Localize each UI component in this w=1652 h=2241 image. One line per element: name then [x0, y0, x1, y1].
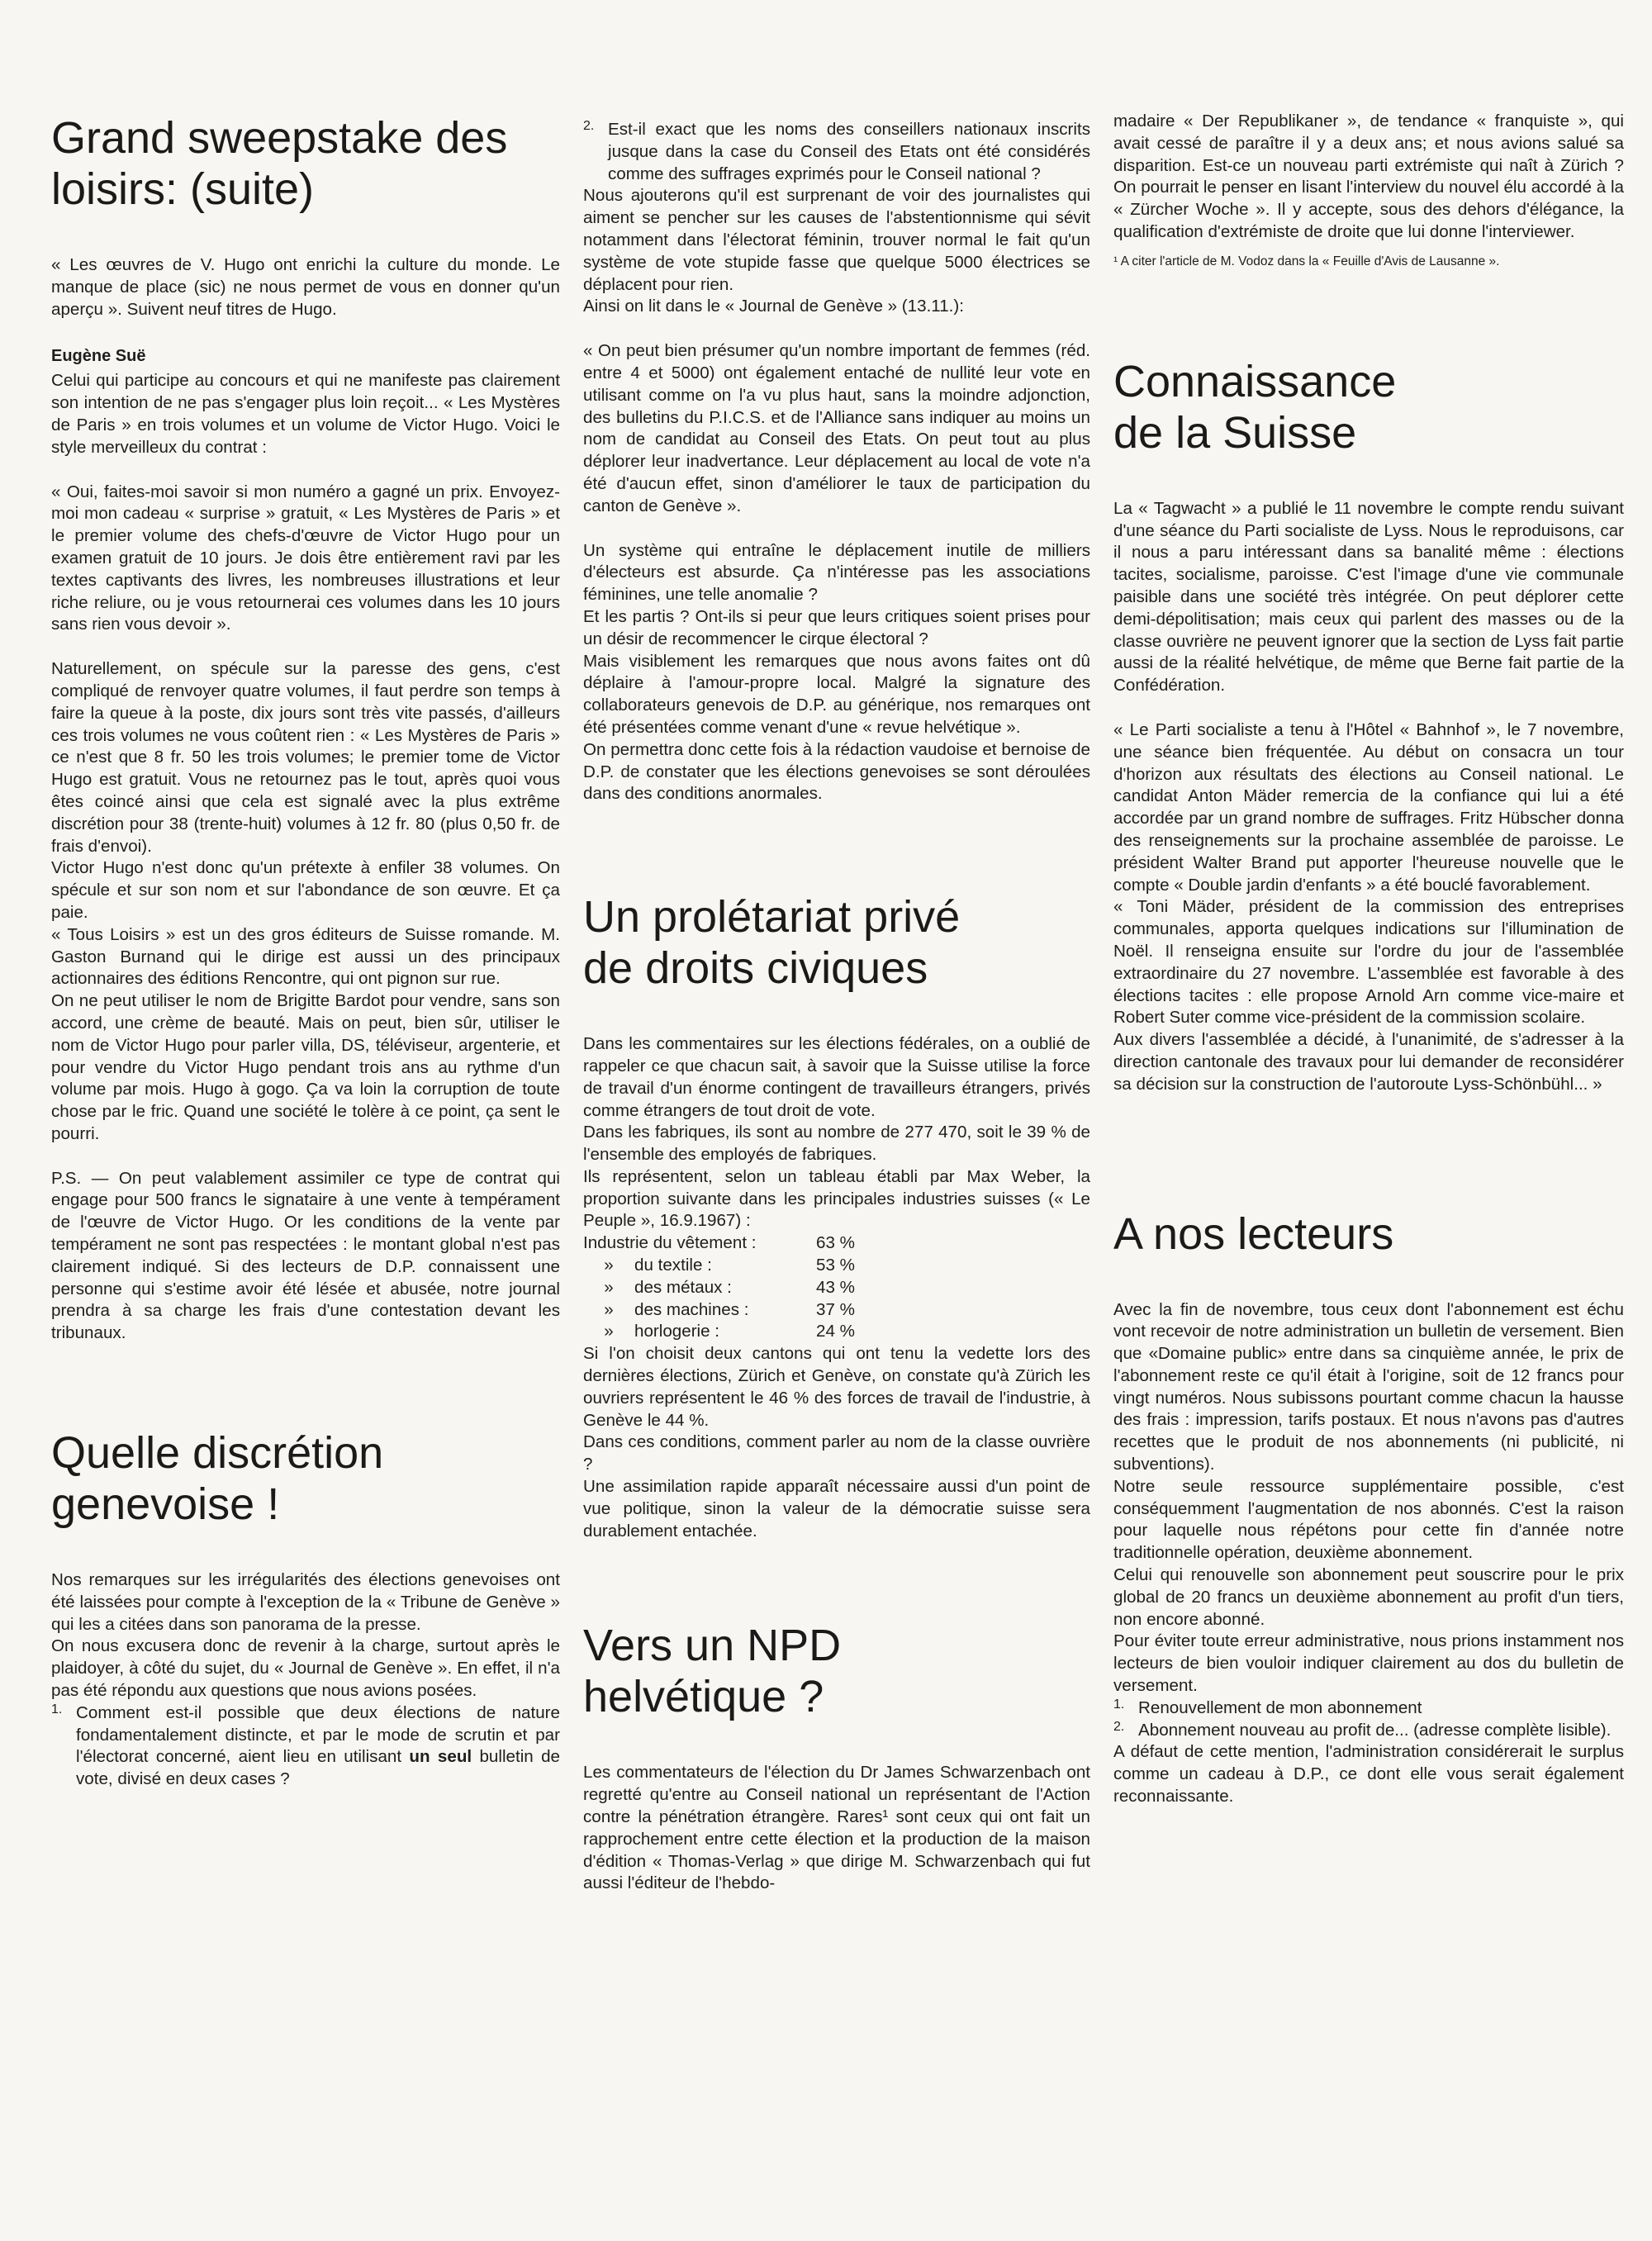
article-quelle-discretion — [51, 1427, 560, 1791]
stats-value: 63 % — [816, 1233, 855, 1253]
paragraph: Naturellement, on spécule sur la paresse des gens, c'est compliqué de renvoyer quatre volumes, il faut perdre son temps à faire la queue à la poste, dix jours sont très vite passés, d'ailleurs ces trois volumes ne vous coûtent rien : « Les Mystères de Paris » ce n'est que 8 fr. 50 les trois volumes; le premier tome de Victor Hugo est gratuit. Vous ne retournez pas le tout, après quoi vous êtes coincé ainsi que cela est signalé avec la plus extrême discrétion pour 38 (trente-huit) volumes à 12 fr. 80 (plus 0,50 fr. de frais d'envoi). — [51, 659, 560, 856]
column-1 — [51, 0, 560, 1791]
stats-label: Industrie du vêtement : — [583, 1233, 757, 1253]
question-2 — [583, 119, 1090, 185]
paragraph: « Les œuvres de V. Hugo ont enrichi la culture du monde. Le manque de place (sic) ne nous permet de vous en donner qu'un aperçu ». Suivent neuf titres de Hugo. — [51, 255, 560, 319]
stats-row — [583, 1299, 1090, 1322]
list-text: Renouvellement de mon abonnement — [1138, 1697, 1422, 1717]
list-item — [1113, 1697, 1624, 1720]
stats-label: des métaux : — [634, 1277, 732, 1297]
paragraph: Si l'on choisit deux cantons qui ont tenu la vedette lors des dernières élections, Zürich et Genève, on constate qu'à Zürich les ouvriers représentent le 46 % des forces de travail de l'industrie, à Genève le 44 %. — [583, 1344, 1090, 1430]
list-number: 2. — [583, 119, 595, 133]
stats-label: du textile : — [634, 1256, 712, 1275]
quote-paragraph: « On peut bien présumer qu'un nombre important de femmes (réd. entre 4 et 5000) ont également entaché de nullité leur vote en utilisant comme on l'a vu plus haut, sans la moindre adjonction, des bulletins du P.I.C.S. et de l'Alliance sans indiquer au moins un nom de candidat au Conseil des Etats. On peut tout au plus déplorer leur inadvertance. Leur déplacement au local de vote n'a été d'aucun effet, sinon d'améliorer le taux de participation du canton de Genève ». — [583, 341, 1090, 515]
section-spacer — [1113, 270, 1624, 356]
paragraph: Avec la fin de novembre, tous ceux dont l'abonnement est échu vont recevoir de notre administration un bulletin de versement. Bien que «Domaine public» entre dans sa cinquième année, le prix de l'abonnement reste ce qu'il était à l'origine, soit de 12 francs pour vingt numéros. Nous subissons pourtant comme chacun la hausse des frais : impression, tarifs postaux. Et nous n'avons pas d'autres recettes que le produit de nos abonnements (ni publicité, ni subventions). — [1113, 1299, 1624, 1474]
quote-paragraph: « Toni Mäder, président de la commission des entreprises communales, apporta quelques indications sur l'illumination de Noël. Il renseigna ensuite sur l'ordre du jour de l'assemblée extraordinaire du 27 novembre. L'assemblée est favorable à des élections tacites : elle propose Arnold Arn comme vice-maire et Robert Suter comme vice-président de la commission scolaire. — [1113, 897, 1624, 1028]
stats-value: 43 % — [816, 1277, 855, 1297]
ditto-mark: » — [604, 1277, 614, 1297]
paragraph: On permettra donc cette fois à la rédaction vaudoise et bernoise de D.P. de constater que les élections genevoises se sont déroulées dans des conditions anormales. — [583, 739, 1090, 804]
subheading-eugene-sue: Eugène Suë — [51, 347, 146, 366]
ditto-mark: » — [604, 1256, 614, 1275]
paragraph: madaire « Der Republikaner », de tendance « franquiste », qui avait cessé de paraître il y a deux ans; et nous avions salué sa disparition. Est-ce un nouveau parti extrémiste qui naît à Zürich ? On pourrait le penser en lisant l'interview du nouvel élu accordé à la « Zürcher Woche ». Il y accepte, sous des dehors d'élégance, la qualification d'extrémiste de droite que lui donne l'interviewer. — [1113, 112, 1624, 241]
stats-value: 37 % — [816, 1299, 855, 1319]
paragraph: Celui qui participe au concours et qui ne manifeste pas clairement son intention de ne pas s'engager plus loin reçoit... « Les Mystères de Paris » en trois volumes et un volume de Victor Hugo. Voici le style merveilleux du contrat : — [51, 371, 560, 457]
question-text: Est-il exact que les noms des conseillers nationaux inscrits jusque dans la case du Conseil des Etats ont été considérés comme des suffrages exprimés pour le Conseil national ? — [608, 120, 1090, 183]
paragraph: Et les partis ? Ont-ils si peur que leurs critiques soient prises pour un désir de recommencer le cirque électoral ? — [583, 606, 1090, 648]
paragraph: Notre seule ressource supplémentaire possible, c'est conséquemment l'augmentation de nos abonnés. C'est la raison pour laquelle nous répétons pour cette fin d'année notre traditionnelle opération, deuxième abonnement. — [1113, 1476, 1624, 1563]
paragraph: Les commentateurs de l'élection du Dr James Schwarzenbach ont regretté qu'entre au Conseil national un représentant de l'Action contre la pénétration étrangère. Rares¹ sont ceux qui ont fait un rapprochement entre cette élection et la production de la maison d'édition « Thomas-Verlag » que dirige M. Schwarzenbach qui fut aussi l'éditeur de l'hebdo- — [583, 1763, 1090, 1893]
paragraph: Victor Hugo n'est donc qu'un prétexte à enfiler 38 volumes. On spécule et sur son nom et sur l'abondance de son œuvre. Et ça paie. — [51, 858, 560, 922]
headline-proletariat: Un prolétariat privé de droits civiques — [583, 892, 961, 994]
section-spacer — [583, 1542, 1090, 1620]
paragraph: Nos remarques sur les irrégularités des élections genevoises ont été laissées pour compte à l'exception de la « Tribune de Genève » qui les a citées dans son panorama de la presse. — [51, 1570, 560, 1634]
paragraph: Dans les commentaires sur les élections fédérales, on a oublié de rappeler ce que chacun sait, à savoir que la Suisse utilise la force de travail d'un énorme contingent de travailleurs étrangers, privés comme étrangers de tout droit de vote. — [583, 1034, 1090, 1120]
question-text: Comment est-il possible que deux élections de nature fondamentalement distincte, et par le mode de scrutin et par l'électorat concerné, aient lieu en utilisant un seul bulletin de vote, divisé en deux cases ? — [76, 1702, 560, 1789]
headline-quelle-discretion: Quelle discrétion genevoise ! — [51, 1428, 384, 1530]
article-vers-un-npd-continued — [1113, 111, 1624, 270]
paragraph: Ainsi on lit dans le « Journal de Genève » (13.11.): — [583, 297, 964, 316]
list-number: 1. — [1113, 1697, 1125, 1712]
paragraph: « Tous Loisirs » est un des gros éditeurs de Suisse romande. M. Gaston Burnand qui le dirige est aussi un des principaux actionnaires des éditions Rencontre, qui ont pignon sur rue. — [51, 924, 560, 989]
paragraph: Dans les fabriques, ils sont au nombre de 277 470, soit le 39 % de l'ensemble des employés de fabriques. — [583, 1123, 1090, 1165]
paragraph: Celui qui renouvelle son abonnement peut souscrire pour le prix global de 20 francs un deuxième abonnement au profit d'un tiers, non encore abonné. — [1113, 1565, 1624, 1629]
headline-connaissance-suisse: Connaissance de la Suisse — [1113, 356, 1397, 458]
paragraph: Nous ajouterons qu'il est surprenant de voir des journalistes qui aiment se pencher sur les causes de l'abstentionnisme qui sévit notamment dans l'électorat féminin, trouver normal le fait qu'un système de vote stupide fasse que quelque 5000 électrices se déplacent pour rien. — [583, 186, 1090, 294]
article-connaissance-suisse — [1113, 356, 1624, 1096]
headline-a-nos-lecteurs: A nos lecteurs — [1113, 1208, 1394, 1259]
quote-paragraph: Aux divers l'assemblée a décidé, à l'unanimité, de s'adresser à la direction cantonale des travaux pour lui demander de reconsidérer sa décision sur la construction de l'autoroute Lyss-Schönbühl... » — [1113, 1030, 1624, 1094]
paragraph: On nous excusera donc de revenir à la charge, surtout après le plaidoyer, à côté du sujet, du « Journal de Genève ». En effet, il n'a pas été répondu aux questions que nous avions posées. — [51, 1636, 560, 1701]
headline-vers-un-npd: Vers un NPD helvétique ? — [583, 1621, 842, 1722]
quote-paragraph: « Le Parti socialiste a tenu à l'Hôtel « Bahnhof », le 7 novembre, une séance bien fréquentée. Au début on consacra un tour d'horizon aux résultats des élections au Conseil national. Le candidat Anton Mäder remercia de la confiance qui lui a été accordée par un grand nombre de suffrages. Fritz Hübscher donna des renseignements sur la prochaine assemblée de paroisse. Le président Walter Brand put apporter l'heureuse nouvelle que le compte « Double jardin d'enfants » a été bouclé favorablement. — [1113, 719, 1624, 895]
paragraph: Ils représentent, selon un tableau établi par Max Weber, la proportion suivante dans les principales industries suisses (« Le Peuple », 16.9.1967) : — [583, 1166, 1090, 1231]
article-a-nos-lecteurs — [1113, 1208, 1624, 1808]
stats-row — [583, 1232, 1090, 1255]
paragraph: La « Tagwacht » a publié le 11 novembre le compte rendu suivant d'une séance du Parti socialiste de Lyss. Nous le reproduisons, car il nous a paru intéressant dans sa banalité même : élections tacites, socialisme, paroisse. C'est l'image d'une vie communale paisible dans une société très intégrée. On peut déplorer cette demi-dépolitisation; mais ceux qui parlent des masses ou de la classe ouvrière ne peuvent ignorer que la section de Lyss fait partie aussi de la réalité helvétique, de même que Berne fait partie de la Confédération. — [1113, 498, 1624, 696]
emphasis-text: un seul — [409, 1747, 472, 1767]
section-spacer — [51, 1345, 560, 1427]
section-spacer — [1113, 1096, 1624, 1208]
paragraph: « Oui, faites-moi savoir si mon numéro a gagné un prix. Envoyez-moi mon cadeau « surprise » gratuit, « Les Mystères de Paris » et le premier volume des chefs-d'œuvre de Victor Hugo pour un examen gratuit de 10 jours. Je dois être entièrement ravi par les textes captivants des livres, les nombreuses illustrations et leur riche reliure, ou je vous retournerai ces volumes dans les 10 jours sans rien vous devoir ». — [51, 482, 560, 634]
paragraph: Une assimilation rapide apparaît nécessaire aussi d'un point de vue politique, sinon la valeur de la démocratie suisse sera durablement entachée. — [583, 1477, 1090, 1541]
article-vers-un-npd — [583, 1620, 1090, 1895]
stats-label: des machines : — [634, 1299, 749, 1319]
section-spacer — [583, 805, 1090, 891]
stats-label: horlogerie : — [634, 1322, 720, 1341]
question-1 — [51, 1702, 560, 1791]
industry-stats-table — [583, 1232, 1090, 1343]
column-3 — [1113, 0, 1624, 1808]
postscript-paragraph: P.S. — On peut valablement assimiler ce type de contrat qui engage pour 500 francs le signataire à une vente à tempérament de l'œuvre de Victor Hugo. Or les conditions de la vente par tempérament ne sont pas respectées : le montant global n'est pas clairement indiqué. Si des lecteurs de D.P. connaissent une personne qui s'estime avoir été lésée et abusée, notre journal prendra à sa charge les frais d'une contestation devant les tribunaux. — [51, 1168, 560, 1343]
paragraph: Dans ces conditions, comment parler au nom de la classe ouvrière ? — [583, 1432, 1090, 1474]
stats-row — [583, 1277, 1090, 1299]
paragraph: Un système qui entraîne le déplacement inutile de milliers d'électeurs est absurde. Ça n'intéresse pas les associations féminines, une telle anomalie ? — [583, 540, 1090, 605]
stats-row — [583, 1255, 1090, 1277]
paragraph: Mais visiblement les remarques que nous avons faites ont dû déplaire à l'amour-propre local. Malgré la signature des collaborateurs genevois de D.P. au générique, nos remarques ont été présentées comme venant d'une « revue helvétique ». — [583, 651, 1090, 737]
paragraph: A défaut de cette mention, l'administration considérerait le surplus comme un cadeau à D.P., ce dont elle vous serait également reconnaissante. — [1113, 1742, 1624, 1807]
column-2 — [583, 0, 1090, 1895]
ditto-mark: » — [604, 1299, 614, 1319]
article-quelle-discretion-continued — [583, 119, 1090, 805]
headline-grand-sweepstake: Grand sweepstake des loisirs: (suite) — [51, 113, 508, 214]
paragraph: Pour éviter toute erreur administrative, nous prions instamment nos lecteurs de bien vouloir indiquer clairement au dos du bulletin de versement. — [1113, 1631, 1624, 1696]
stats-value: 24 % — [816, 1322, 855, 1341]
list-number: 1. — [51, 1702, 63, 1716]
paragraph: On ne peut utiliser le nom de Brigitte Bardot pour vendre, sans son accord, une crème de beauté. Mais on peut, bien sûr, utiliser le nom de Victor Hugo pour parler villa, DS, téléviseur, argenterie, et pour vendre du Victor Hugo pendant trois ans au rythme d'un volume par mois. Hugo à gogo. Ça va loin la corruption de toute chose par le fric. Quand une société le tolère à ce point, ça sent le pourri. — [51, 991, 560, 1143]
footnote: ¹ A citer l'article de M. Vodoz dans la « Feuille d'Avis de Lausanne ». — [1113, 254, 1500, 268]
stats-row — [583, 1321, 1090, 1343]
article-grand-sweepstake — [51, 112, 560, 1345]
stats-value: 53 % — [816, 1256, 855, 1275]
list-number: 2. — [1113, 1719, 1125, 1734]
ditto-mark: » — [604, 1322, 614, 1341]
list-text: Abonnement nouveau au profit de... (adresse complète lisible). — [1138, 1720, 1612, 1740]
article-proletariat — [583, 891, 1090, 1542]
list-item — [1113, 1720, 1624, 1742]
